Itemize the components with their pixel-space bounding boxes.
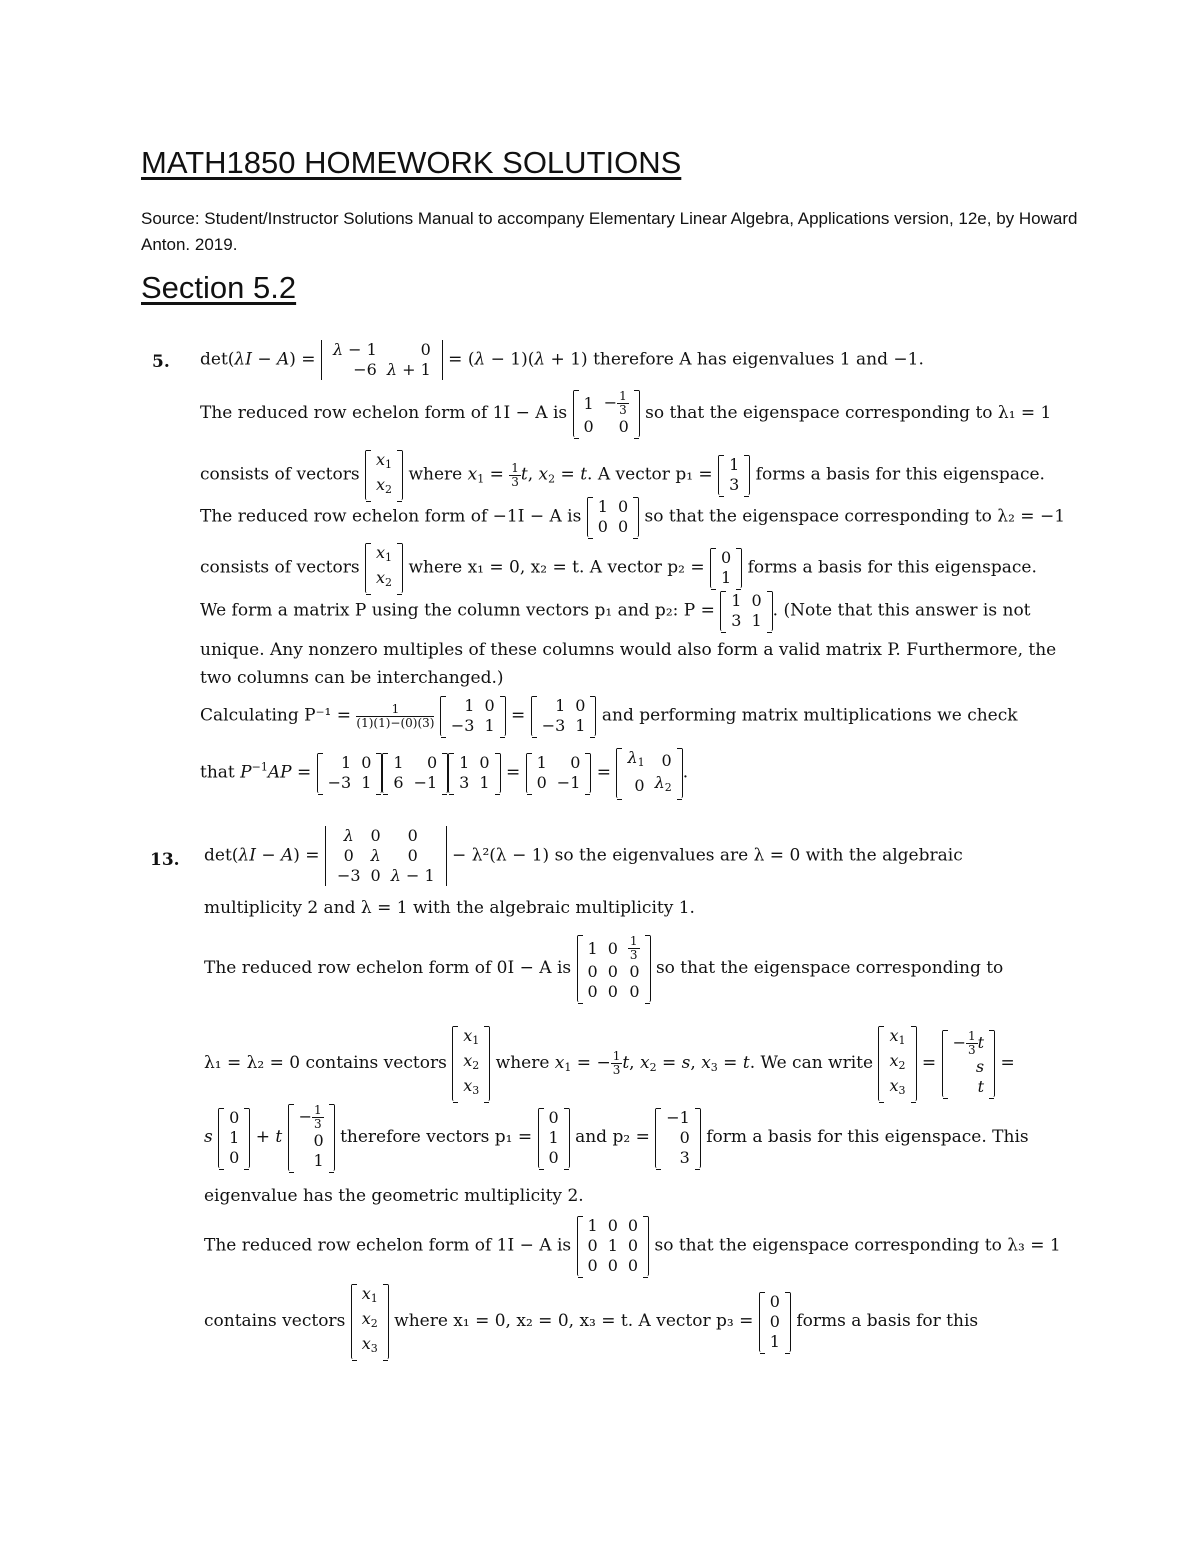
p5-line-2: The reduced row echelon form of 1I − A is 1 − $\frac{1}{3}$ 0 0 so that the eigenspace corresponding to λ₁ = 1: [200, 389, 1052, 436]
p5-line-4: The reduced row echelon form of −1I − A is 1 0 0 0 so that the eigenspace corresponding to λ₂ = −1: [200, 497, 1066, 536]
p13-line-5: s 0 1 0 + t − $\frac{1}{3}$ 0 1 therefore vectors p₁ = 0 1 0 and p₂ = −1 0 3 form a basis for this eigenspace. This: [204, 1103, 1029, 1170]
p5-line-1: det(λI − A) = λ − 1 0 −6 λ + 1 = (λ − 1)(λ + 1) therefore A has eigenvalues 1 and −1.: [200, 340, 924, 379]
p5-line-10: that $P^{-1}AP$ = 1 0 −3 1 1 0 6 −1 1 0 3 1 = 1 0 0 −1 = $\lambda_1$ 0 0 $\lambda_2$ .: [200, 748, 688, 798]
p5-line-3: consists of vectors $x_1$ $x_2$ where $x_1$ = $\frac{1}{3}$ t, $x_2 = t$. A vector p₁ = 1 3 forms a basis for this eigenspace.: [200, 450, 1045, 500]
p13-line-8: contains vectors $x_1$ $x_2$ $x_3$ where x₁ = 0, x₂ = 0, x₃ = t. A vector p₃ = 0 0 1 forms a basis for this: [204, 1284, 978, 1359]
p13-line-3: The reduced row echelon form of 0I − A is 1 0 $\frac{1}{3}$ 0 0 0 0 0 0 so that the eigenspace corresponding to: [204, 934, 1004, 1001]
p5-line-7: unique. Any nonzero multiples of these columns would also form a valid matrix P. Furthermore, the: [200, 640, 1057, 660]
p13-line-2: multiplicity 2 and λ = 1 with the algebraic multiplicity 1.: [204, 898, 695, 918]
section-heading: Section 5.2: [141, 270, 297, 305]
p13-line-7: The reduced row echelon form of 1I − A is 1 0 0 0 1 0 0 0 0 so that the eigenspace corresponding to λ₃ = 1: [204, 1216, 1061, 1275]
problem-number-13: 13.: [150, 850, 180, 870]
p5-line-8: two columns can be interchanged.): [200, 668, 504, 688]
p5-line-6: We form a matrix P using the column vectors p₁ and p₂: P = 1 0 3 1 . (Note that this answer is not: [200, 591, 1031, 630]
p5-line-9: Calculating P⁻¹ = $\frac{1}{(1)(1)-(0)(3)}$ 1 0 −3 1 = 1 0 −3 1 and performing matrix multiplications we check: [200, 696, 1018, 735]
p13-line-1: det(λI − A) = λ 0 0 0 λ 0 −3 0 λ − 1 − λ²(λ − 1) so the eigenvalues are λ = 0 with the algebraic: [204, 826, 963, 885]
page-title: MATH1850 HOMEWORK SOLUTIONS: [141, 145, 682, 180]
source-citation: Source: Student/Instructor Solutions Manual to accompany Elementary Linear Algebra, Applications version, 12e, by Howard Anton. 2019.: [141, 209, 1078, 254]
problem-number-5: 5.: [152, 352, 170, 372]
p13-line-4: λ₁ = λ₂ = 0 contains vectors $x_1$ $x_2$ $x_3$ where $x_1$ = − $\frac{1}{3}$ t, $x_2 = s$, $x_3 = t$. We can write $x_1$ $x_2$ $x_3$ = − $\frac{1}{3}$ t s t =: [204, 1026, 1015, 1101]
p5-line-5: consists of vectors $x_1$ $x_2$ where x₁ = 0, x₂ = t. A vector p₂ = 0 1 forms a basis for this eigenspace.: [200, 543, 1037, 593]
p13-line-6: eigenvalue has the geometric multiplicity 2.: [204, 1186, 584, 1206]
